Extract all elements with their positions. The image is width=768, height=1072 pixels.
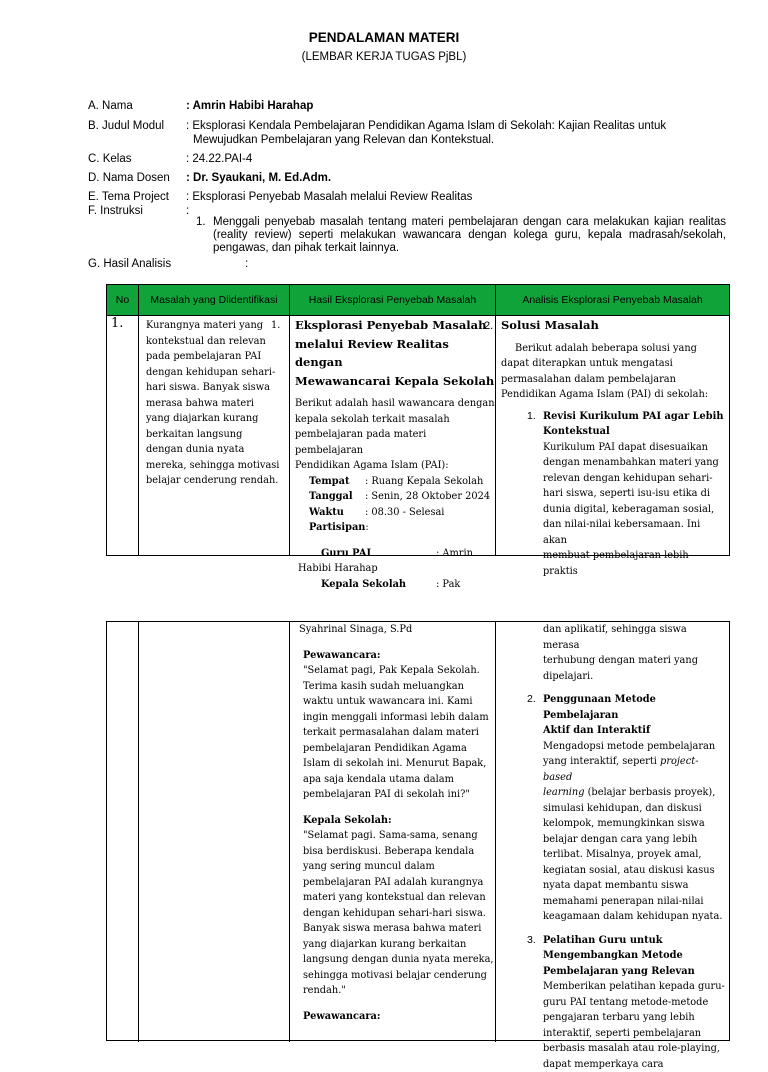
page-title: PENDALAMAN MATERI xyxy=(0,30,768,45)
hasil-cell xyxy=(295,316,495,592)
solusi-3-body-line: pengajaran terbaru yang lebih xyxy=(543,1010,726,1026)
solusi-1-body-line: dan nilai-nilai kebersamaan. Ini akan xyxy=(543,517,726,548)
solusi-3-number: 3. xyxy=(527,933,536,949)
value-kelas: : 24.22.PAI-4 xyxy=(186,152,686,166)
column-divider xyxy=(138,622,139,1042)
solusi-1-title-line: Kontekstual xyxy=(543,424,726,440)
solusi-2-body-line: simulasi kehidupan, dan diskusi xyxy=(543,801,726,817)
column-divider xyxy=(289,316,290,556)
hasil-heading-line: Eksplorasi Penyebab Masalah xyxy=(295,316,495,335)
solusi-2-body-italic: learning xyxy=(543,787,584,798)
tanggal-label: Tanggal xyxy=(309,491,353,502)
row-number: 1. xyxy=(111,316,123,332)
hasil-cell-continued xyxy=(299,622,494,1024)
tanggal-value: : Senin, 28 Oktober 2024 xyxy=(365,489,490,505)
solusi-2-body-line: belajar dengan cara yang lebih xyxy=(543,832,726,848)
solusi-1-body-line: dengan menambahkan materi yang xyxy=(543,455,726,471)
solusi-1-body-line: dan aplikatif, sehingga siswa merasa xyxy=(543,622,726,653)
solusi-2-body-line: terlibat. Misalnya, proyek amal, xyxy=(543,847,726,863)
label-kelas: C. Kelas xyxy=(88,152,131,166)
pewawancara-line: ingin menggali informasi lebih dalam xyxy=(303,710,494,726)
kepala-sekolah-value-line2: Syahrinal Sinaga, S.Pd xyxy=(299,622,494,638)
waktu-value: : 08.30 - Selesai xyxy=(365,505,444,521)
kepala-sekolah-line: dengan kehidupan sehari-hari siswa. xyxy=(303,906,494,922)
label-tema-project: E. Tema Project xyxy=(88,190,169,204)
kepala-sekolah-line: pembelajaran PAI adalah kurangnya xyxy=(303,875,494,891)
solusi-2-body-line: kelompok, memungkinkan siswa xyxy=(543,816,726,832)
kepala-sekolah-line: langsung dengan dunia nyata mereka, xyxy=(303,952,494,968)
partisipan-label: Partisipan xyxy=(309,522,365,533)
value-judul-modul-line2: Mewujudkan Pembelajaran yang Relevan dan Kontekstual. xyxy=(193,133,693,147)
analisis-cell-continued xyxy=(501,622,726,1072)
analisis-heading: Solusi Masalah xyxy=(501,316,726,335)
value-judul-modul: : Eksplorasi Kendala Pembelajaran Pendidikan Agama Islam di Sekolah: Kajian Realitas untuk xyxy=(186,119,686,133)
page-subtitle: (LEMBAR KERJA TUGAS PjBL) xyxy=(0,51,768,63)
analysis-table-continued xyxy=(106,621,730,1041)
masalah-line: pada pembelajaran PAI xyxy=(146,349,286,365)
pewawancara-line: "Selamat pagi, Pak Kepala Sekolah. xyxy=(303,663,494,679)
column-divider xyxy=(138,316,139,556)
solusi-2-body-line: Mengadopsi metode pembelajaran xyxy=(543,739,726,755)
solusi-2-number: 2. xyxy=(527,692,536,708)
analisis-intro-line: permasalahan dalam pembelajaran xyxy=(501,372,726,388)
header-hasil: Hasil Eksplorasi Penyebab Masalah xyxy=(290,285,496,316)
header-no: No xyxy=(107,285,139,316)
value-hasil-analisis: : xyxy=(245,257,745,271)
solusi-1-number: 1. xyxy=(527,409,536,425)
hasil-number: 2. xyxy=(484,319,493,335)
analysis-table xyxy=(106,284,730,556)
masalah-line: yang diajarkan kurang xyxy=(146,411,286,427)
solusi-2-body-line: keagamaan dalam kehidupan nyata. xyxy=(543,909,726,925)
hasil-intro-line: pembelajaran pada materi pembelajaran xyxy=(295,427,495,458)
analisis-intro-line: dapat diterapkan untuk mengatasi xyxy=(501,356,726,372)
kepala-sekolah-line: materi yang kontekstual dan relevan xyxy=(303,890,494,906)
label-hasil-analisis: G. Hasil Analisis xyxy=(88,257,171,271)
solusi-1-body-line: Kurikulum PAI dapat disesuaikan xyxy=(543,440,726,456)
pewawancara-line: pembelajaran PAI di sekolah ini?" xyxy=(303,787,494,803)
kepala-sekolah-answer-label: Kepala Sekolah: xyxy=(303,813,494,829)
guru-pai-value: : Amrin xyxy=(436,546,473,562)
hasil-heading-line: melalui Review Realitas dengan xyxy=(295,335,495,372)
kepala-sekolah-line: sehingga motivasi belajar cenderung xyxy=(303,968,494,984)
solusi-3-body-line: Memberikan pelatihan kepada guru- xyxy=(543,979,726,995)
column-divider xyxy=(289,622,290,1042)
solusi-3-title-line: Pelatihan Guru untuk xyxy=(543,933,726,949)
solusi-1-body-line: hari siswa, seperti isu-isu etika di xyxy=(543,486,726,502)
kepala-sekolah-value: : Pak xyxy=(436,577,460,593)
masalah-line: kontekstual dan relevan xyxy=(146,334,286,350)
masalah-line: hari siswa. Banyak siswa xyxy=(146,380,286,396)
partisipan-colon: : xyxy=(365,522,368,533)
analisis-intro-line: Pendidikan Agama Islam (PAI) di sekolah: xyxy=(501,387,726,403)
solusi-2-body-text: (belajar berbasis proyek), xyxy=(584,787,715,798)
hasil-intro-line: Berikut adalah hasil wawancara dengan xyxy=(295,396,495,412)
masalah-line: belajar cenderung rendah. xyxy=(146,473,286,489)
solusi-2-body-line: nyata dapat membantu siswa xyxy=(543,878,726,894)
analisis-cell xyxy=(501,316,726,579)
kepala-sekolah-line: rendah." xyxy=(303,983,494,999)
masalah-line: dengan dunia nyata xyxy=(146,442,286,458)
tempat-value: : Ruang Kepala Sekolah xyxy=(365,474,483,490)
hasil-intro-line: Pendidikan Agama Islam (PAI): xyxy=(295,458,495,474)
value-nama-dosen: : Dr. Syaukani, M. Ed.Adm. xyxy=(186,171,686,185)
label-instruksi: F. Instruksi xyxy=(88,204,143,218)
masalah-line: berkaitan langsung xyxy=(146,427,286,443)
solusi-1-body-line: membuat pembelajaran lebih praktis xyxy=(543,548,726,579)
solusi-2-title-line: Penggunaan Metode Pembelajaran xyxy=(543,692,726,723)
kepala-sekolah-label: Kepala Sekolah xyxy=(321,579,406,590)
solusi-2-body-line: kegiatan sosial, atau diskusi kasus xyxy=(543,863,726,879)
tempat-label: Tempat xyxy=(309,476,350,487)
solusi-2-body-italic: project-based xyxy=(543,756,698,783)
masalah-line: Kurangnya materi yang xyxy=(146,318,286,334)
masalah-number: 1. xyxy=(271,318,280,334)
column-divider xyxy=(495,622,496,1042)
solusi-2-body-text: yang interaktif, seperti xyxy=(543,756,660,767)
hasil-heading-line: Mewawancarai Kepala Sekolah xyxy=(295,372,495,391)
solusi-1-body-line: terhubung dengan materi yang xyxy=(543,653,726,669)
kepala-sekolah-line: bisa berdiskusi. Beberapa kendala xyxy=(303,844,494,860)
guru-pai-value-line2: Habibi Harahap xyxy=(298,561,495,577)
solusi-2-body-line: memahami penerapan nilai-nilai xyxy=(543,894,726,910)
pewawancara-line: waktu untuk wawancara ini. Kami xyxy=(303,694,494,710)
analisis-intro-line: Berikut adalah beberapa solusi yang xyxy=(515,341,726,357)
guru-pai-label: Guru PAI xyxy=(321,548,371,559)
solusi-3-body-line: interaktif, seperti pembelajaran xyxy=(543,1026,726,1042)
label-judul-modul: B. Judul Modul xyxy=(88,119,164,133)
kepala-sekolah-line: yang sering muncul dalam xyxy=(303,859,494,875)
solusi-1-body-line: dunia digital, keberagaman sosial, xyxy=(543,502,726,518)
pewawancara-line: apa saja kendala utama dalam xyxy=(303,772,494,788)
kepala-sekolah-line: "Selamat pagi. Sama-sama, senang xyxy=(303,828,494,844)
instruction-item xyxy=(196,216,726,255)
pewawancara-label: Pewawancara: xyxy=(303,648,494,664)
kepala-sekolah-line: yang diajarkan kurang berkaitan xyxy=(303,937,494,953)
masalah-line: dengan kehidupan sehari- xyxy=(146,365,286,381)
value-tema-project: : Eksplorasi Penyebab Masalah melalui Review Realitas xyxy=(186,190,686,204)
solusi-3-title-line: Pembelajaran yang Relevan xyxy=(543,964,726,980)
column-divider xyxy=(495,316,496,556)
pewawancara-line: Islam di sekolah ini. Menurut Bapak, xyxy=(303,756,494,772)
solusi-1-body-line: dipelajari. xyxy=(543,669,726,685)
instruction-text: Menggali penyebab masalah tentang materi pembelajaran dengan cara melakukan kajian realitas (reality review) seperti melakukan wawancara dengan kolega guru, kepala madrasah/sekolah, pengawas, dan pihak terkait lainnya. xyxy=(213,216,726,255)
masalah-line: mereka, sehingga motivasi xyxy=(146,458,286,474)
solusi-3-body-line: berbasis masalah atau role-playing, xyxy=(543,1041,726,1057)
solusi-1-title-line: Revisi Kurikulum PAI agar Lebih xyxy=(543,409,726,425)
header-masalah: Masalah yang Diidentifikasi xyxy=(139,285,290,316)
waktu-label: Waktu xyxy=(309,507,344,518)
pewawancara-line: terkait permasalahan dalam materi xyxy=(303,725,494,741)
solusi-2-title-line: Aktif dan Interaktif xyxy=(543,723,726,739)
solusi-3-body-line: dapat memperkaya cara xyxy=(543,1057,726,1072)
header-analisis: Analisis Eksplorasi Penyebab Masalah xyxy=(496,285,729,316)
hasil-intro-line: kepala sekolah terkait masalah xyxy=(295,412,495,428)
instruction-number: 1. xyxy=(196,216,206,229)
solusi-1-body-line: relevan dengan kehidupan sehari- xyxy=(543,471,726,487)
label-nama: A. Nama xyxy=(88,99,133,113)
value-nama: : Amrin Habibi Harahap xyxy=(186,99,686,113)
masalah-cell xyxy=(146,318,286,489)
solusi-3-title-line: Mengembangkan Metode xyxy=(543,948,726,964)
solusi-3-body-line: guru PAI tentang metode-metode xyxy=(543,995,726,1011)
masalah-line: merasa bahwa materi xyxy=(146,396,286,412)
label-nama-dosen: D. Nama Dosen xyxy=(88,171,170,185)
pewawancara-label-2: Pewawancara: xyxy=(303,1009,494,1025)
pewawancara-line: pembelajaran Pendidikan Agama xyxy=(303,741,494,757)
pewawancara-line: Terima kasih sudah meluangkan xyxy=(303,679,494,695)
value-instruksi: : xyxy=(186,204,686,218)
kepala-sekolah-line: Banyak siswa merasa bahwa materi xyxy=(303,921,494,937)
